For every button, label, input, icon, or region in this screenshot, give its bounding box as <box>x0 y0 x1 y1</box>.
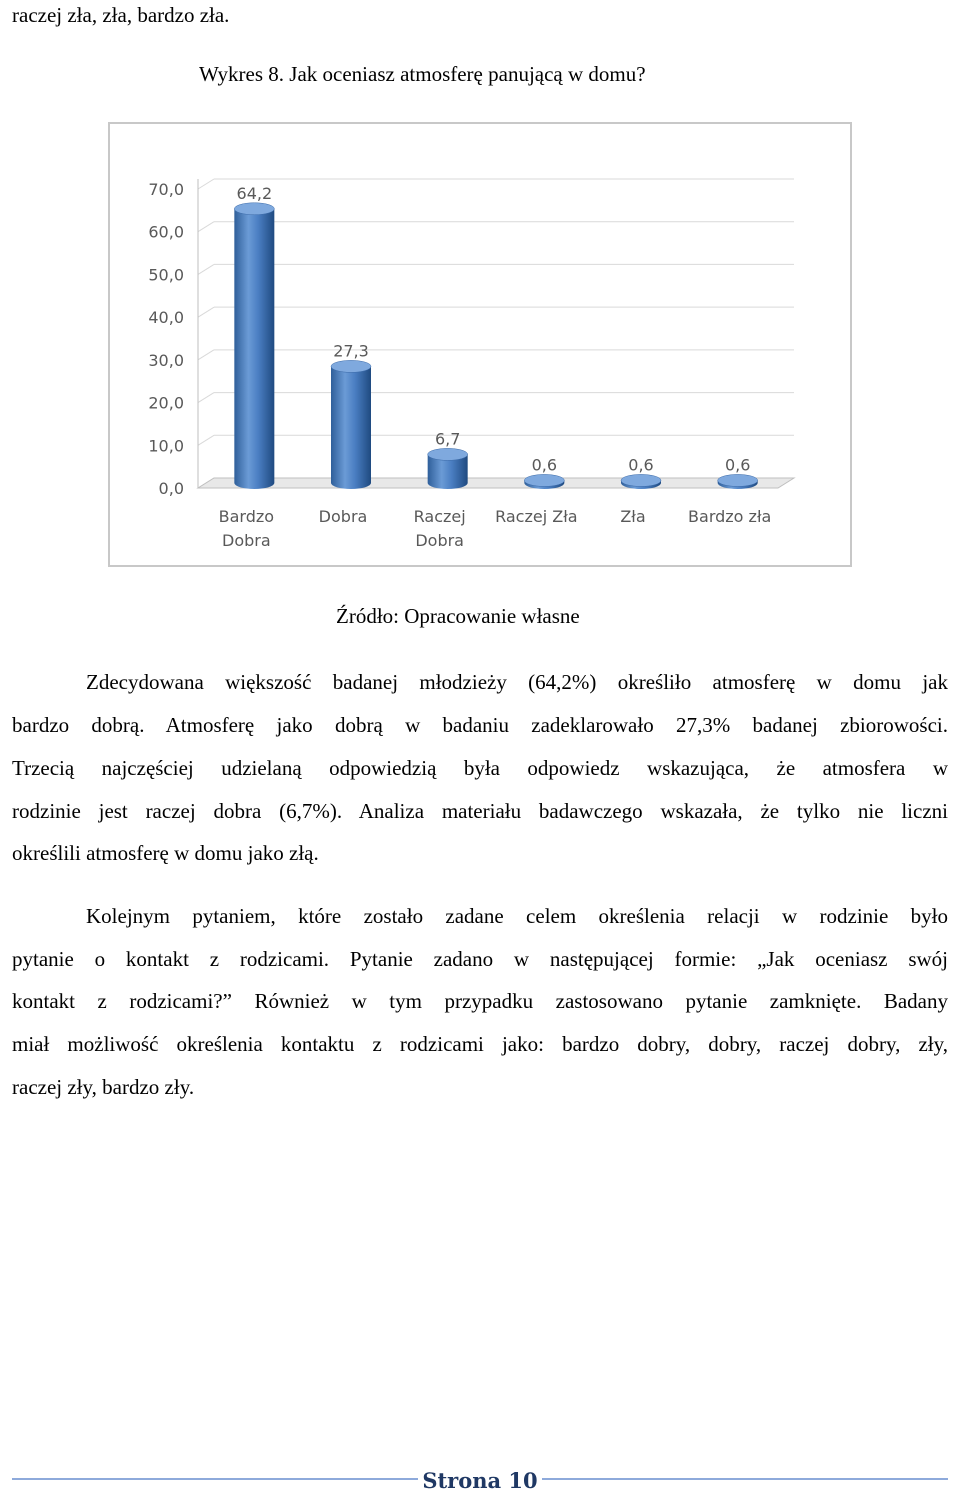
paragraph-1-line-3: Trzecią najczęściej udzielaną odpowiedzią była odpowiedz wskazująca, że atmosfera w <box>12 756 948 780</box>
gridline-depth <box>198 435 214 445</box>
gridline-depth <box>198 264 214 274</box>
paragraph-2-line-4: miał możliwość określenia kontaktu z rodzicami jako: bardzo dobry, dobry, raczej dobry, zły, <box>12 1032 948 1056</box>
gridline-depth <box>198 307 214 317</box>
x-tick-label: Dobra <box>318 507 368 526</box>
y-tick-label: 60,0 <box>148 222 184 242</box>
chart-floor <box>198 478 794 488</box>
data-label: 64,2 <box>236 183 273 203</box>
bar-top <box>524 474 564 486</box>
chart-canvas <box>110 124 850 565</box>
bar <box>234 209 274 489</box>
x-tick-label: Raczej Zła <box>495 507 578 526</box>
paragraph-1-line-4: rodzinie jest raczej dobra (6,7%). Analiza materiału badawczego wskazała, że tylko nie liczni <box>12 799 948 823</box>
paragraph-2-line-2: pytanie o kontakt z rodzicami. Pytanie zadano w następującej formie: „Jak oceniasz swój <box>12 947 948 971</box>
page-number: Strona 10 <box>422 1468 538 1493</box>
bar-top <box>234 203 274 215</box>
data-label: 6,7 <box>434 429 461 449</box>
data-label: 0,6 <box>724 455 751 475</box>
data-label: 0,6 <box>531 455 558 475</box>
figure-source: Źródło: Opracowanie własne <box>336 604 580 628</box>
paragraph-1-line-5: określili atmosferę w domu jako złą. <box>12 841 319 865</box>
chart-back-wall <box>214 169 794 478</box>
y-tick-label: 10,0 <box>148 436 184 456</box>
continued-text-line: raczej zła, zła, bardzo zła. <box>12 3 230 27</box>
paragraph-2-line-5: raczej zły, bardzo zły. <box>12 1075 195 1099</box>
footer-rule-right <box>542 1478 948 1480</box>
bar-top <box>331 360 371 372</box>
x-tick-label: Dobra <box>415 531 464 550</box>
bar-top <box>428 448 468 460</box>
y-tick-label: 0,0 <box>158 479 184 498</box>
paragraph-1-line-2: bardzo dobrą. Atmosferę jako dobrą w badaniu zadeklarowało 27,3% badanej zbiorowości. <box>12 713 948 737</box>
gridline-depth <box>198 179 214 189</box>
paragraph-2-line-3: kontakt z rodzicami?” Również w tym przypadku zastosowano pytanie zamknięte. Badany <box>12 989 948 1013</box>
x-tick-label: Bardzo zła <box>688 507 772 526</box>
y-tick-label: 70,0 <box>148 180 184 199</box>
bar-top <box>621 474 661 486</box>
bar <box>331 366 371 489</box>
data-label: 27,3 <box>333 341 369 361</box>
y-tick-label: 40,0 <box>148 308 184 328</box>
gridline-depth <box>198 393 214 403</box>
x-tick-label: Bardzo <box>218 507 275 526</box>
gridline-depth <box>198 222 214 232</box>
x-tick-label: Raczej <box>413 507 466 526</box>
bar-top <box>718 474 758 486</box>
paragraph-1-line-1: Zdecydowana większość badanej młodzieży (64,2%) określiło atmosferę w domu jak <box>86 670 948 694</box>
y-tick-label: 50,0 <box>148 265 184 285</box>
data-label: 0,6 <box>628 455 654 475</box>
figure-caption: Wykres 8. Jak oceniasz atmosferę panującą w domu? <box>199 62 646 86</box>
bar-chart <box>108 122 852 567</box>
paragraph-2-line-1: Kolejnym pytaniem, które zostało zadane celem określenia relacji w rodzinie było <box>86 904 948 928</box>
gridline-depth <box>198 350 214 360</box>
footer-rule-left <box>12 1478 418 1480</box>
x-tick-label: Dobra <box>222 531 271 550</box>
x-tick-label: Zła <box>620 507 646 526</box>
y-tick-label: 30,0 <box>148 350 184 370</box>
y-tick-label: 20,0 <box>148 393 184 413</box>
